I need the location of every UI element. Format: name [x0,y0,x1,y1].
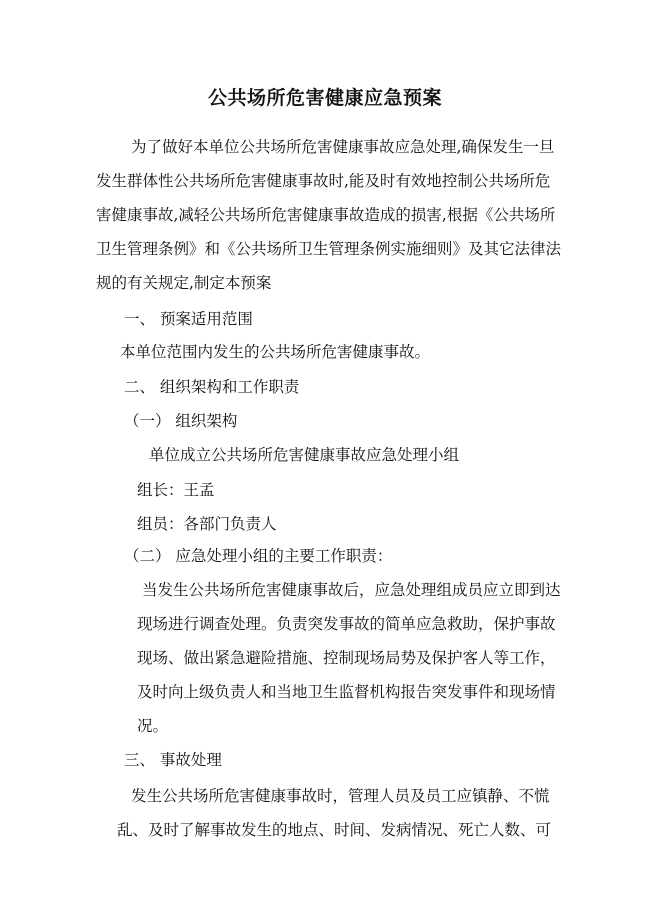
subsection-2-line: 及时向上级负责人和当地卫生监督机构报告突发事件和现场情 [137,683,556,701]
subsection-heading-1: （一） 组织架构 [124,412,238,430]
team-members: 组员：各部门负责人 [137,515,277,533]
intro-line: 发生群体性公共场所危害健康事故时,能及时有效地控制公共场所危 [96,172,551,190]
intro-line: 害健康事故,减轻公共场所危害健康事故造成的损害,根据《公共场所 [96,206,556,224]
subsection-2-line: 现场进行调查处理。负责突发事故的简单应急救助，保护事故 [137,615,556,633]
intro-line: 卫生管理条例》和《公共场所卫生管理条例实施细则》及其它法律法 [96,240,562,258]
document-title: 公共场所危害健康应急预案 [207,87,442,109]
intro-line: 规的有关规定,制定本预案 [96,274,272,292]
section-3-line: 乱、及时了解事故发生的地点、时间、发病情况、死亡人数、可 [117,821,552,839]
section-1-body: 本单位范围内发生的公共场所危害健康事故。 [120,343,431,361]
subsection-2-line: 当发生公共场所危害健康事故后，应急处理组成员应立即到达 [142,581,561,599]
team-leader: 组长：王孟 [137,481,215,499]
intro-line: 为了做好本单位公共场所危害健康事故应急处理,确保发生一旦 [131,138,555,156]
section-heading-2: 二、 组织架构和工作职责 [124,378,300,396]
subsection-2-line: 况。 [137,717,169,735]
section-heading-1: 一、 预案适用范围 [124,310,253,328]
subsection-2-line: 现场、做出紧急避险措施、控制现场局势及保护客人等工作， [137,649,556,667]
section-3-line: 发生公共场所危害健康事故时，管理人员及员工应镇静、不慌 [131,787,550,805]
section-heading-3: 三、 事故处理 [124,751,222,769]
subsection-1-line: 单位成立公共场所危害健康事故应急处理小组 [149,446,460,464]
subsection-heading-2: （二） 应急处理小组的主要工作职责： [124,547,393,565]
